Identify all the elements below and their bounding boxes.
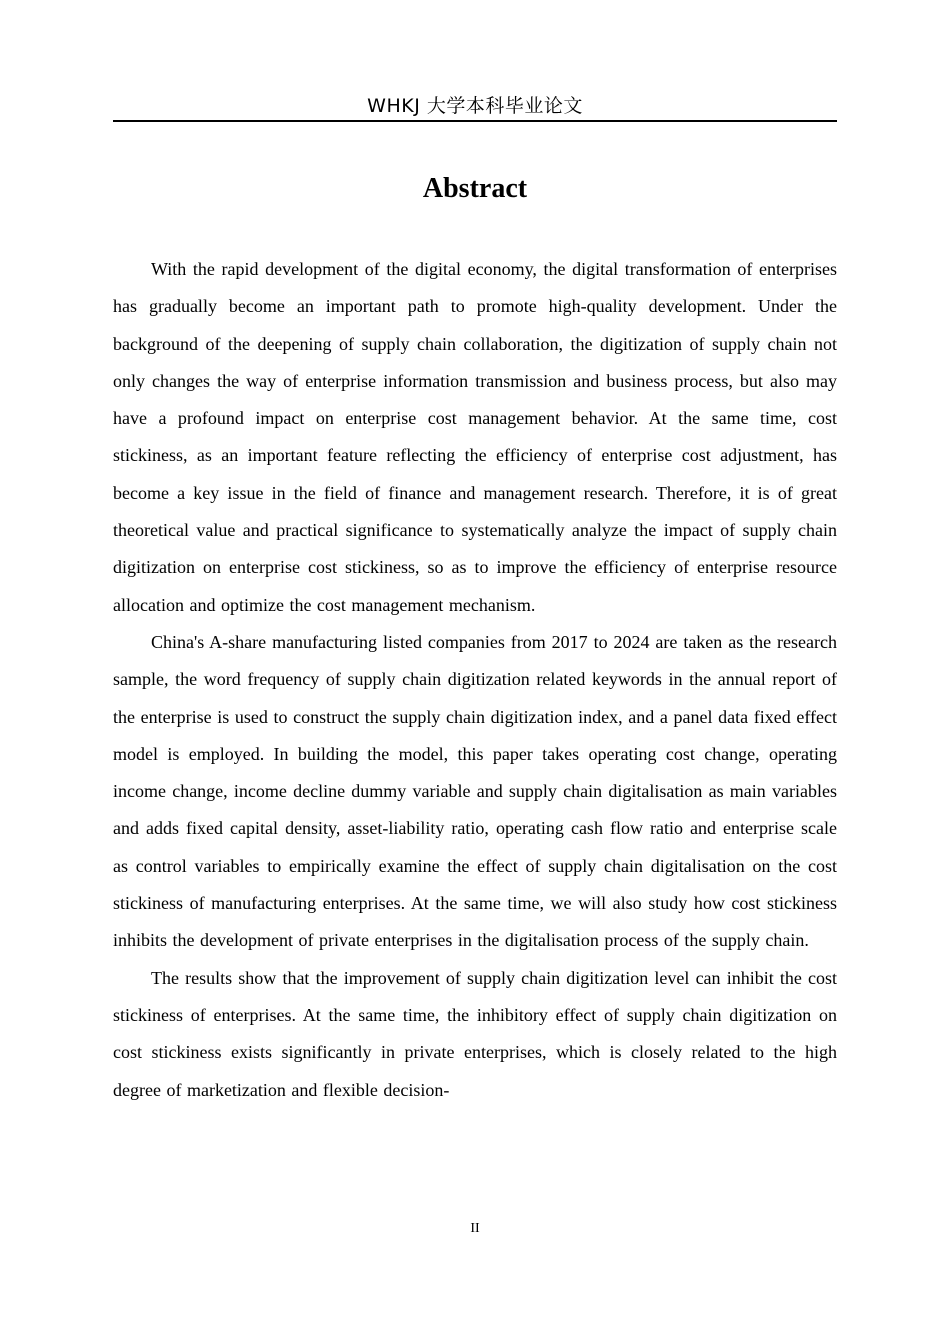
abstract-paragraph-2: China's A-share manufacturing listed companies from 2017 to 2024 are taken as the research sample, the word frequency of supply chain digitization related keywords in the annual report of the enterprise is used to construct the supply chain digitization index, and a panel data fixed effect model is employed. In building the model, this paper takes operating cost change, operating income change, income decline dummy variable and supply chain digitalisation as main variables and adds fixed capital density, asset-liability ratio, operating cash flow ratio and enterprise scale as control variables to empirically examine the effect of supply chain digitalisation on the cost stickiness of manufacturing enterprises. At the same time, we will also study how cost stickiness inhibits the development of private enterprises in the digitalisation process of the supply chain.: [113, 631, 837, 951]
page-header: [113, 92, 837, 122]
abstract-body: [113, 251, 837, 1109]
page-number: II: [470, 1221, 480, 1236]
abstract-title: Abstract: [422, 173, 528, 204]
thesis-header-title: WHKJ 大学本科毕业论文: [367, 95, 583, 117]
abstract-paragraph-3: The results show that the improvement of supply chain digitization level can inhibit the cost stickiness of enterprises. At the same time, the inhibitory effect of supply chain digitization on cost stickiness exists significantly in private enterprises, which is closely related to the high degree of marketization and flexible decision-: [113, 967, 837, 1100]
abstract-paragraph-1: With the rapid development of the digital economy, the digital transformation of enterprises has gradually become an important path to promote high-quality development. Under the background of the deepening of supply chain collaboration, the digitization of supply chain not only changes the way of enterprise information transmission and business process, but also may have a profound impact on enterprise cost management behavior. At the same time, cost stickiness, as an important feature reflecting the efficiency of enterprise cost adjustment, has become a key issue in the field of finance and management research. Therefore, it is of great theoretical value and practical significance to systematically analyze the impact of supply chain digitization on enterprise cost stickiness, so as to improve the efficiency of enterprise resource allocation and optimize the cost management mechanism.: [113, 259, 837, 615]
